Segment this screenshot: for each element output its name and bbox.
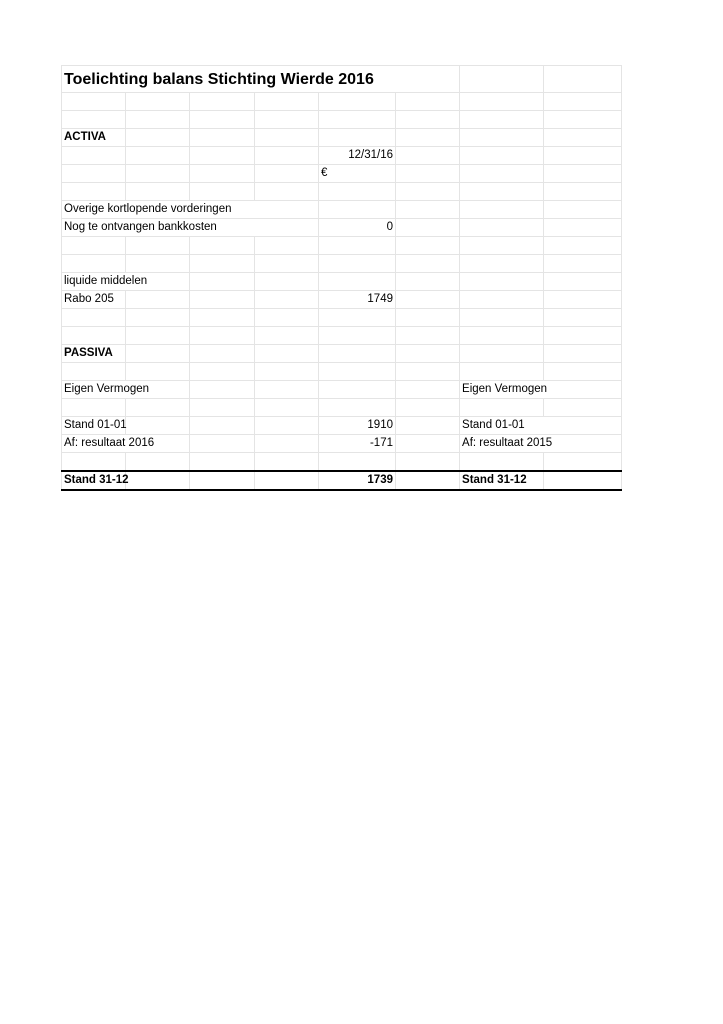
resultaat-2016-label: Af: resultaat 2016 — [62, 435, 190, 453]
liquide-middelen-heading: liquide middelen — [62, 273, 190, 291]
eigen-vermogen-label: Eigen Vermogen — [62, 381, 190, 399]
stand-0101-label-right: Stand 01-01 — [460, 417, 622, 435]
eigen-vermogen-label-right: Eigen Vermogen — [460, 381, 622, 399]
bankkosten-value: 0 — [319, 219, 396, 237]
resultaat-2016-value: -171 — [319, 435, 396, 453]
bankkosten-label: Nog te ontvangen bankkosten — [62, 219, 319, 237]
currency-symbol: € — [319, 165, 396, 183]
balance-date: 12/31/16 — [319, 147, 396, 165]
activa-heading: ACTIVA — [62, 129, 126, 147]
stand-0101-value: 1910 — [319, 417, 396, 435]
sheet-title: Toelichting balans Stichting Wierde 2016 — [62, 66, 460, 93]
stand-3112-label-right: Stand 31-12 — [460, 471, 544, 490]
balance-table — [61, 65, 622, 491]
stand-3112-label: Stand 31-12 — [62, 471, 126, 490]
resultaat-2015-label-right: Af: resultaat 2015 — [460, 435, 622, 453]
rabo-label: Rabo 205 — [62, 291, 126, 309]
rabo-value: 1749 — [319, 291, 396, 309]
passiva-heading: PASSIVA — [62, 345, 126, 363]
overige-vorderingen-heading: Overige kortlopende vorderingen — [62, 201, 319, 219]
stand-3112-value: 1739 — [319, 471, 396, 490]
spreadsheet — [61, 65, 621, 491]
stand-0101-label: Stand 01-01 — [62, 417, 126, 435]
